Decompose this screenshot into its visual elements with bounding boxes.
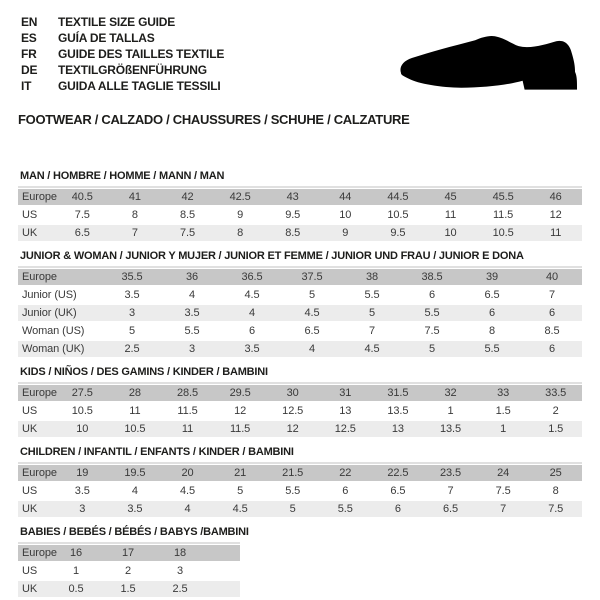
size-cell: 3 [188, 343, 196, 355]
table-row [18, 581, 240, 597]
size-cell: 4.5 [232, 503, 248, 515]
section-man [18, 170, 582, 241]
size-cell: 17 [121, 547, 135, 559]
size-cell: 6.5 [484, 289, 500, 301]
language-label: GUIDE DES TAILLES TEXTILE [58, 47, 225, 61]
size-cell: 29.5 [229, 387, 251, 399]
size-cell: 7 [548, 289, 556, 301]
table-row [18, 501, 582, 517]
size-cell: 16 [69, 547, 83, 559]
size-cell: 8.5 [544, 325, 560, 337]
table-row [18, 189, 582, 205]
size-cell: 42 [181, 191, 194, 203]
size-cell: 6 [548, 343, 556, 355]
size-cell: 9 [342, 227, 349, 239]
size-cell: 5.5 [484, 343, 500, 355]
table-row [18, 341, 582, 357]
size-cell: 22 [339, 467, 352, 479]
size-cell: 9.5 [285, 209, 301, 221]
size-cell: 38.5 [421, 271, 443, 283]
size-cell: 7.5 [495, 485, 511, 497]
size-cell: 40.5 [71, 191, 93, 203]
table-row [18, 385, 582, 401]
table-kids [18, 382, 582, 437]
size-cell: 7 [368, 325, 376, 337]
size-cell: 22.5 [387, 467, 409, 479]
size-cell: 6.5 [390, 485, 406, 497]
size-cell: 12 [286, 423, 299, 435]
size-cell: 45 [444, 191, 457, 203]
size-cell: 13 [391, 423, 404, 435]
row-label: Europe [22, 271, 57, 283]
size-cell: 9.5 [390, 227, 406, 239]
size-cell: 8 [237, 227, 244, 239]
size-cell: 41 [128, 191, 141, 203]
language-code: IT [21, 79, 32, 93]
language-code: EN [21, 15, 38, 29]
row-label: Woman (US) [22, 325, 85, 337]
size-cell: 7 [131, 227, 138, 239]
size-cell: 3.5 [124, 289, 140, 301]
table-children [18, 462, 582, 517]
size-cell: 40 [545, 271, 559, 283]
size-cell: 18 [173, 547, 187, 559]
size-cell: 5 [237, 485, 244, 497]
size-cell: 5.5 [364, 289, 380, 301]
size-cell: 2.5 [124, 343, 140, 355]
size-cell: 13.5 [387, 405, 409, 417]
size-cell: 4.5 [179, 485, 195, 497]
size-cell: 31 [339, 387, 352, 399]
size-cell: 8 [488, 325, 496, 337]
size-cell: 3.5 [127, 503, 143, 515]
size-cell: 11 [550, 227, 562, 239]
size-cell: 9 [237, 209, 244, 221]
row-label: UK [22, 227, 38, 239]
shoe-icon [398, 30, 578, 92]
size-cell: 31.5 [387, 387, 409, 399]
size-cell: 13.5 [439, 423, 461, 435]
language-row [21, 14, 582, 30]
size-cell: 12 [234, 405, 247, 417]
table-man [18, 186, 582, 241]
row-label: UK [22, 503, 38, 515]
size-cell: 30 [286, 387, 299, 399]
size-cell: 7 [500, 503, 507, 515]
size-cell: 39 [485, 271, 499, 283]
table-row [18, 287, 582, 303]
table-row [18, 207, 582, 223]
size-cell: 4 [131, 485, 138, 497]
size-cell: 1 [72, 565, 80, 577]
size-cell: 10.5 [71, 405, 93, 417]
size-cell: 5 [368, 307, 376, 319]
row-label: UK [22, 423, 38, 435]
size-cell: 12.5 [334, 423, 356, 435]
size-cell: 42.5 [229, 191, 251, 203]
size-cell: 10.5 [492, 227, 514, 239]
size-cell: 36.5 [241, 271, 263, 283]
size-cell: 45.5 [492, 191, 514, 203]
row-label: Junior (UK) [22, 307, 77, 319]
section-babies [18, 526, 582, 597]
language-label: GUÍA DE TALLAS [58, 31, 155, 45]
size-cell: 5 [428, 343, 436, 355]
size-cell: 3.5 [74, 485, 90, 497]
size-cell: 21.5 [282, 467, 304, 479]
size-cell: 11.5 [229, 423, 251, 435]
size-cell: 11 [444, 209, 457, 221]
size-cell: 1 [500, 423, 507, 435]
size-cell: 1.5 [548, 423, 564, 435]
size-tables [18, 170, 582, 597]
size-cell: 4.5 [304, 307, 320, 319]
size-cell: 5 [308, 289, 316, 301]
size-cell: 5 [289, 503, 296, 515]
size-cell: 6.5 [442, 503, 458, 515]
size-cell: 2 [552, 405, 559, 417]
table-row [18, 323, 582, 339]
size-cell: 24 [497, 467, 510, 479]
size-cell: 38 [365, 271, 379, 283]
size-cell: 6 [394, 503, 401, 515]
size-cell: 11.5 [177, 405, 198, 417]
size-cell: 8 [552, 485, 559, 497]
section-junior-woman [18, 250, 582, 357]
size-cell: 6 [428, 289, 436, 301]
language-code: FR [21, 47, 37, 61]
size-cell: 28 [128, 387, 141, 399]
size-cell: 7 [447, 485, 454, 497]
size-cell: 13 [339, 405, 352, 417]
size-cell: 5.5 [285, 485, 301, 497]
size-cell: 11 [129, 405, 141, 417]
size-cell: 5.5 [337, 503, 353, 515]
size-cell: 8.5 [179, 209, 195, 221]
row-label: US [22, 565, 38, 577]
row-label: Woman (UK) [22, 343, 85, 355]
size-cell: 10 [444, 227, 457, 239]
size-cell: 5.5 [424, 307, 440, 319]
table-row [18, 483, 582, 499]
size-cell: 2.5 [172, 583, 188, 595]
size-cell: 33 [497, 387, 510, 399]
size-cell: 6.5 [74, 227, 90, 239]
section-children [18, 446, 582, 517]
size-cell: 25 [549, 467, 562, 479]
row-label: Europe [22, 191, 57, 203]
row-label: UK [22, 583, 38, 595]
language-label: GUIDA ALLE TAGLIE TESSILI [58, 79, 221, 93]
row-label: US [22, 405, 38, 417]
size-cell: 19.5 [124, 467, 146, 479]
language-code: ES [21, 31, 37, 45]
table-row [18, 465, 582, 481]
size-cell: 3 [128, 307, 136, 319]
size-cell: 6 [342, 485, 349, 497]
size-cell: 6 [548, 307, 556, 319]
size-cell: 44.5 [387, 191, 409, 203]
size-cell: 12 [549, 209, 562, 221]
size-cell: 36 [185, 271, 199, 283]
table-row [18, 563, 240, 579]
size-cell: 5.5 [184, 325, 200, 337]
row-label: Europe [22, 467, 57, 479]
section-title: BABIES / BEBÉS / BÉBÉS / BABYS /BAMBINI [20, 526, 249, 538]
language-label: TEXTILE SIZE GUIDE [58, 15, 176, 29]
size-cell: 3.5 [184, 307, 200, 319]
category-title: FOOTWEAR / CALZADO / CHAUSSURES / SCHUHE / CALZATURE [18, 112, 410, 127]
size-cell: 1 [447, 405, 454, 417]
size-cell: 4.5 [364, 343, 380, 355]
size-cell: 11.5 [492, 209, 514, 221]
size-cell: 19 [76, 467, 89, 479]
row-label: Junior (US) [22, 289, 77, 301]
size-cell: 4 [308, 343, 316, 355]
size-cell: 46 [549, 191, 562, 203]
size-cell: 7.5 [74, 209, 90, 221]
size-cell: 4 [248, 307, 256, 319]
size-cell: 27.5 [71, 387, 93, 399]
size-cell: 0.5 [68, 583, 84, 595]
section-title: JUNIOR & WOMAN / JUNIOR Y MUJER / JUNIOR ET FEMME / JUNIOR UND FRAU / JUNIOR E DONA [20, 250, 524, 262]
size-cell: 3.5 [244, 343, 260, 355]
section-title: CHILDREN / INFANTIL / ENFANTS / KINDER / BAMBINI [20, 446, 294, 458]
size-cell: 10 [339, 209, 352, 221]
size-cell: 20 [181, 467, 194, 479]
size-cell: 21 [234, 467, 247, 479]
table-row [18, 269, 582, 285]
table-row [18, 225, 582, 241]
size-cell: 44 [339, 191, 352, 203]
size-cell: 35.5 [121, 271, 143, 283]
table-row [18, 421, 582, 437]
size-cell: 4 [184, 503, 191, 515]
size-cell: 5 [128, 325, 136, 337]
section-title: MAN / HOMBRE / HOMME / MANN / MAN [20, 170, 225, 182]
table-junior-woman [18, 266, 582, 357]
size-cell: 12.5 [282, 405, 304, 417]
size-cell: 2 [124, 565, 132, 577]
size-cell: 10 [76, 423, 89, 435]
language-label: TEXTILGRÖßENFÜHRUNG [58, 63, 207, 77]
table-row [18, 403, 582, 419]
size-cell: 4.5 [244, 289, 260, 301]
row-label: US [22, 485, 38, 497]
table-babies [18, 542, 240, 597]
size-cell: 7.5 [179, 227, 195, 239]
size-cell: 11 [181, 423, 194, 435]
language-code: DE [21, 63, 38, 77]
size-cell: 7.5 [424, 325, 440, 337]
size-cell: 28.5 [176, 387, 198, 399]
size-cell: 10.5 [124, 423, 146, 435]
size-cell: 3 [176, 565, 184, 577]
row-label: US [22, 209, 38, 221]
size-cell: 6 [248, 325, 256, 337]
size-cell: 6 [488, 307, 496, 319]
size-cell: 37.5 [301, 271, 323, 283]
size-cell: 32 [444, 387, 457, 399]
size-cell: 10.5 [387, 209, 409, 221]
section-kids [18, 366, 582, 437]
section-title: KIDS / NIÑOS / DES GAMINS / KINDER / BAMBINI [20, 366, 268, 378]
size-cell: 1.5 [120, 583, 136, 595]
row-label: Europe [22, 387, 57, 399]
size-cell: 6.5 [304, 325, 320, 337]
size-cell: 1.5 [495, 405, 511, 417]
size-cell: 23.5 [439, 467, 461, 479]
size-cell: 7.5 [548, 503, 564, 515]
size-cell: 3 [79, 503, 86, 515]
size-cell: 8 [131, 209, 138, 221]
table-row [18, 305, 582, 321]
size-cell: 4 [188, 289, 196, 301]
size-cell: 43 [286, 191, 299, 203]
size-cell: 33.5 [545, 387, 567, 399]
row-label: Europe [22, 547, 57, 559]
table-row [18, 545, 240, 561]
size-cell: 8.5 [285, 227, 301, 239]
